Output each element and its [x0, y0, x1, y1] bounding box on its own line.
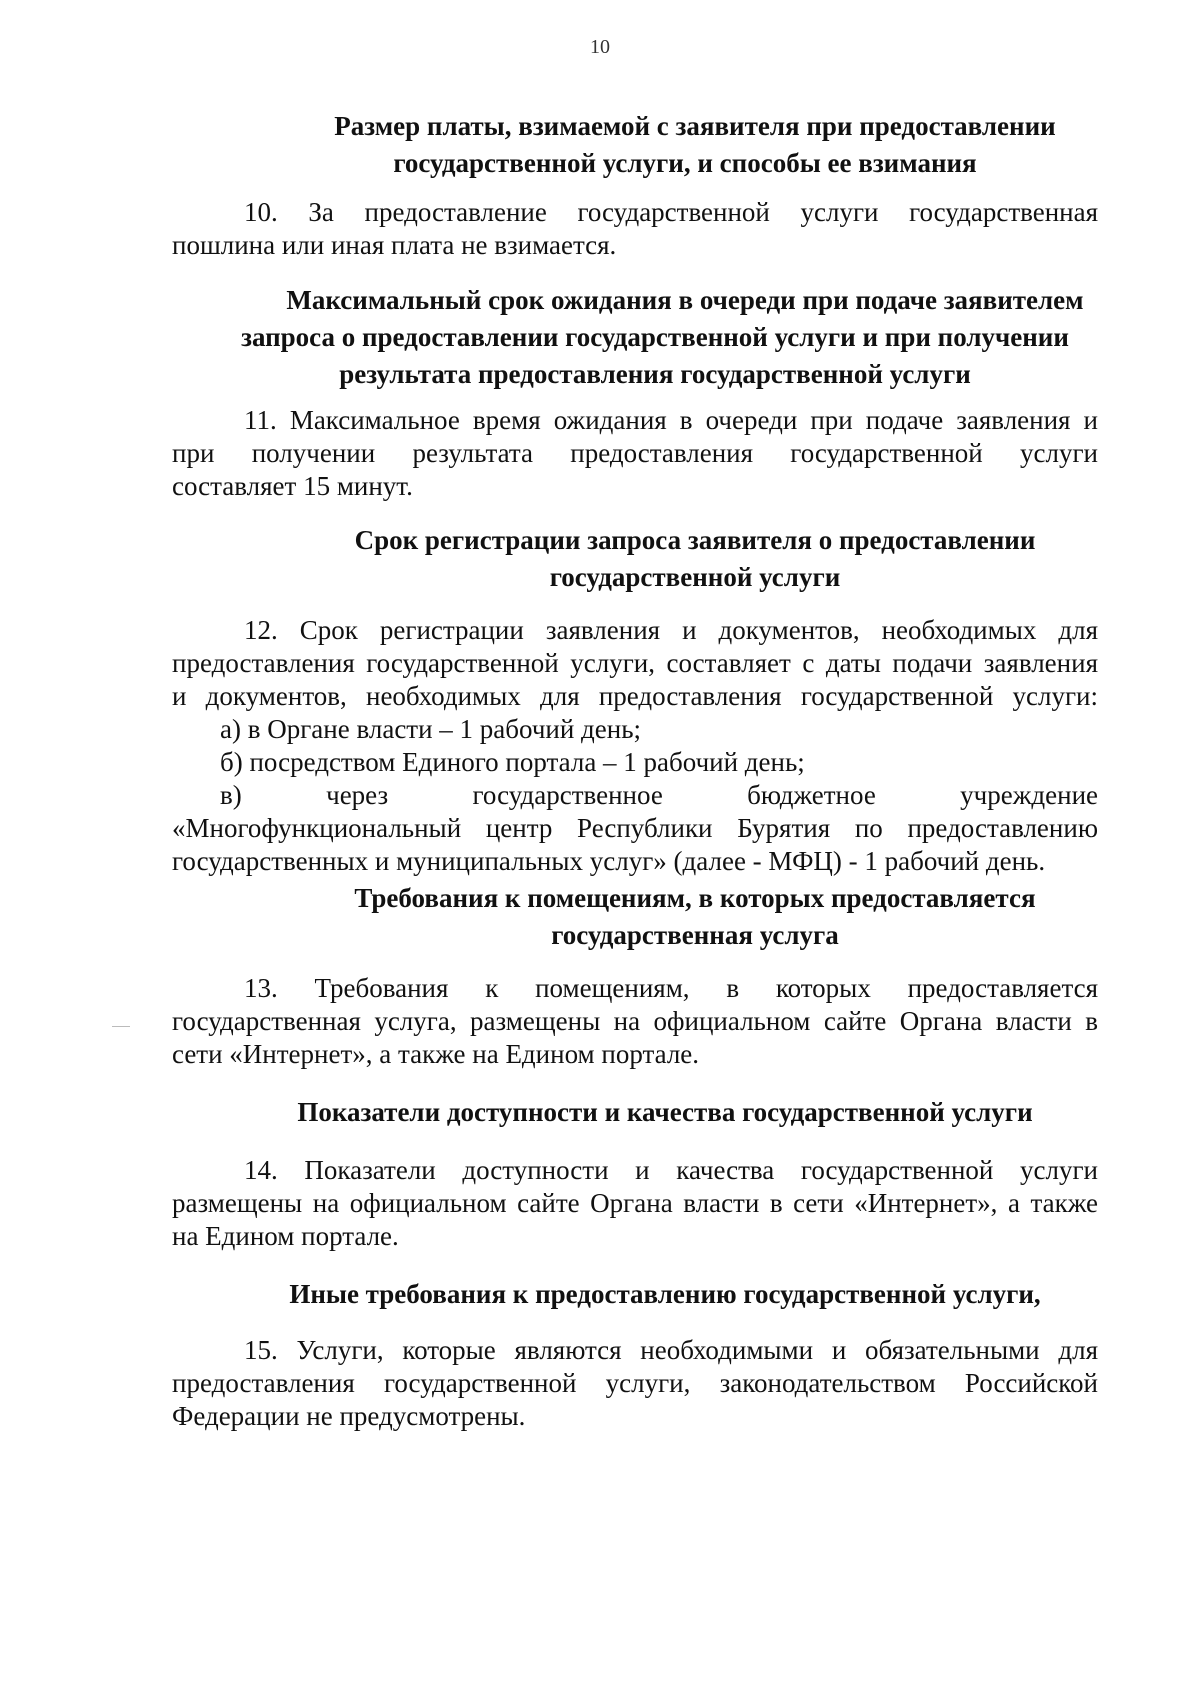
paragraph-line: предоставления государственной услуги, составляет с даты подачи заявления — [172, 648, 1098, 678]
heading-line: Срок регистрации запроса заявителя о предоставлении — [354, 525, 1036, 555]
registration-items — [172, 713, 1098, 878]
heading-line: Максимальный срок ожидания в очереди при подаче заявителем — [286, 285, 1084, 315]
section-heading-other-requirements — [172, 1276, 1098, 1313]
paragraph-line: Федерации не предусмотрены. — [172, 1401, 526, 1431]
paragraph-11 — [172, 404, 1098, 503]
heading-line: Размер платы, взимаемой с заявителя при предоставлении — [334, 111, 1056, 141]
paragraph-line: 11. Максимальное время ожидания в очереди при подаче заявления и — [244, 405, 1098, 435]
heading-line: запроса о предоставлении государственной услуги и при получении — [241, 322, 1069, 352]
paragraph-line: государственная услуга, размещены на официальном сайте Органа власти в — [172, 1006, 1098, 1036]
paragraph-line: 15. Услуги, которые являются необходимыми и обязательными для — [244, 1335, 1098, 1365]
section-heading-queue-time — [172, 282, 1098, 393]
page-number: 10 — [590, 36, 610, 58]
heading-line: Иные требования к предоставлению государственной услуги, — [289, 1279, 1041, 1309]
section-heading-accessibility — [172, 1094, 1098, 1131]
list-item: б) посредством Единого портала – 1 рабочий день; — [220, 747, 805, 777]
paragraph-line: государственных и муниципальных услуг» (далее - МФЦ) - 1 рабочий день. — [172, 846, 1046, 876]
paragraph-line: 12. Срок регистрации заявления и документов, необходимых для — [244, 615, 1098, 645]
heading-line: Показатели доступности и качества государственной услуги — [297, 1097, 1033, 1127]
section-heading-fee — [172, 108, 1098, 182]
paragraph-line: «Многофункциональный центр Республики Бурятия по предоставлению — [172, 813, 1098, 843]
paragraph-line: при получении результата предоставления государственной услуги — [172, 438, 1098, 468]
paragraph-line: на Едином портале. — [172, 1221, 399, 1251]
heading-line: государственная услуга — [551, 920, 839, 950]
paragraph-12 — [172, 614, 1098, 713]
paragraph-line: сети «Интернет», а также на Едином портале. — [172, 1039, 700, 1069]
section-heading-premises — [172, 880, 1098, 954]
paragraph-line: пошлина или иная плата не взимается. — [172, 230, 617, 260]
paragraph-10 — [172, 196, 1098, 262]
paragraph-14 — [172, 1154, 1098, 1253]
list-item-mfc — [172, 779, 1098, 878]
heading-line: Требования к помещениям, в которых предоставляется — [354, 883, 1036, 913]
paragraph-line: в) через государственное бюджетное учреждение — [220, 780, 1098, 810]
heading-line: результата предоставления государственной услуги — [339, 359, 971, 389]
paragraph-line: составляет 15 минут. — [172, 471, 413, 501]
paragraph-line: 10. За предоставление государственной услуги государственная — [244, 197, 1098, 227]
paragraph-15 — [172, 1334, 1098, 1433]
heading-line: государственной услуги, и способы ее взимания — [393, 148, 977, 178]
paragraph-line: предоставления государственной услуги, законодательством Российской — [172, 1368, 1098, 1398]
heading-line: государственной услуги — [549, 562, 841, 592]
paragraph-13 — [172, 972, 1098, 1071]
margin-mark — [112, 1026, 130, 1027]
paragraph-line: 13. Требования к помещениям, в которых предоставляется — [244, 973, 1098, 1003]
list-item: а) в Органе власти – 1 рабочий день; — [220, 714, 642, 744]
paragraph-line: 14. Показатели доступности и качества государственной услуги — [244, 1155, 1098, 1185]
paragraph-line: и документов, необходимых для предоставления государственной услуги: — [172, 681, 1098, 711]
paragraph-line: размещены на официальном сайте Органа власти в сети «Интернет», а также — [172, 1188, 1098, 1218]
section-heading-registration — [172, 522, 1098, 596]
